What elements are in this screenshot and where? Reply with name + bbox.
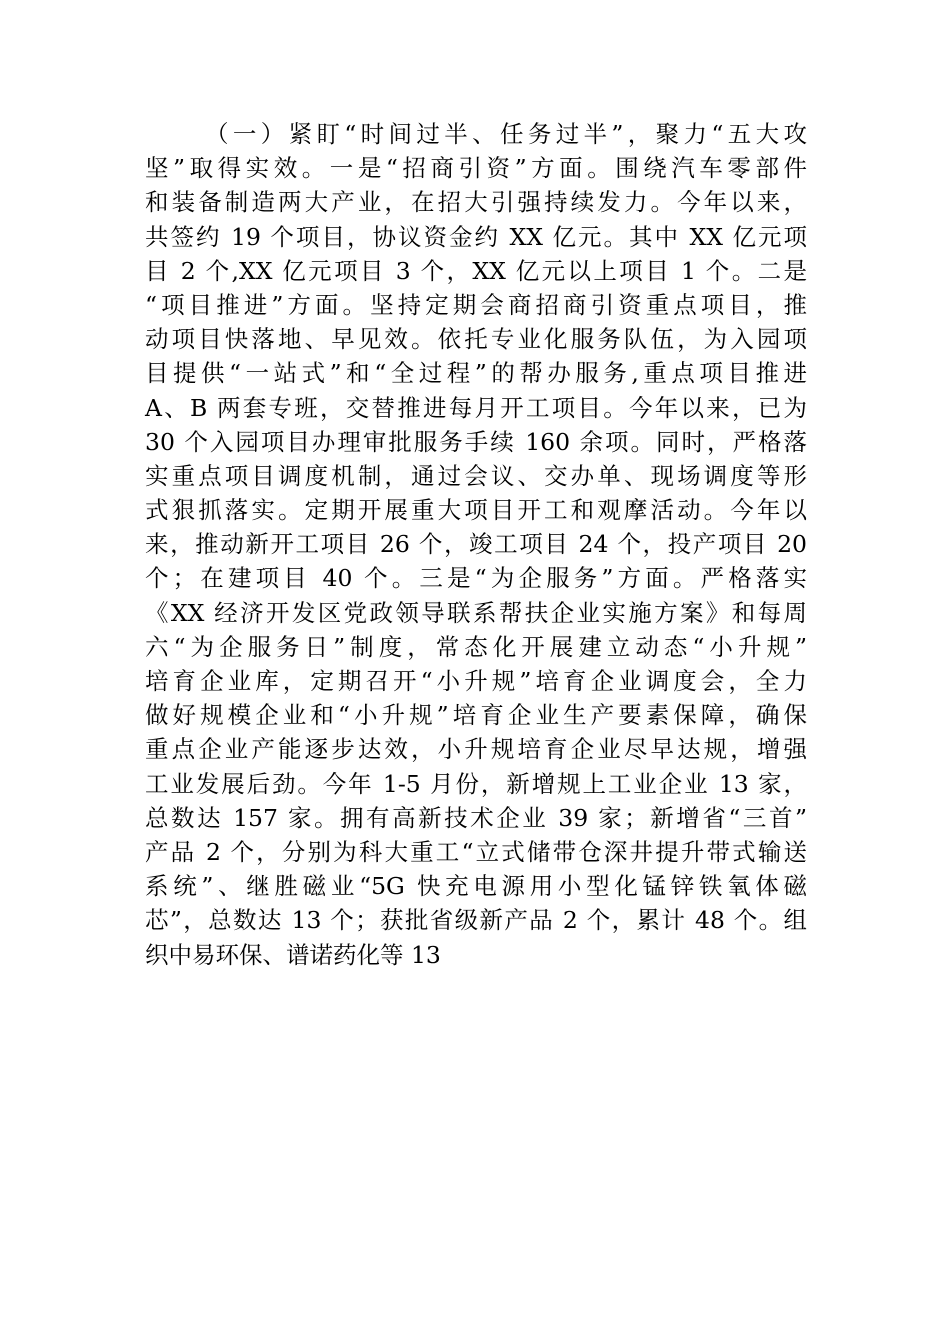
text-line: A、B 两套专班，交替推进每月开工项目。今年以来，已为 — [145, 393, 807, 422]
text-line: 工业发展后劲。今年 1-5 月份，新增规上工业企业 13 家， — [145, 769, 807, 798]
text-line: 共签约 19 个项目，协议资金约 XX 亿元。其中 XX 亿元项 — [145, 222, 807, 251]
text-line: 做好规模企业和“小升规”培育企业生产要素保障，确保 — [145, 701, 807, 730]
text-line: 芯”，总数达 13 个；获批省级新产品 2 个，累计 48 个。组 — [145, 906, 807, 935]
text-line: 系统”、继胜磁业“5G 快充电源用小型化锰锌铁氧体磁 — [145, 872, 807, 901]
text-line: 和装备制造两大产业，在招大引强持续发力。今年以来， — [145, 188, 807, 217]
text-line: 式狠抓落实。定期开展重大项目开工和观摩活动。今年以 — [145, 496, 807, 525]
text-line: （一）紧盯“时间过半、任务过半”，聚力“五大攻 — [205, 120, 807, 148]
text-line: 目 2 个,XX 亿元项目 3 个，XX 亿元以上项目 1 个。二是 — [145, 256, 807, 285]
text-line: 《XX 经济开发区党政领导联系帮扶企业实施方案》和每周 — [145, 598, 807, 627]
text-line: 产品 2 个，分别为科大重工“立式储带仓深井提升带式输送 — [145, 837, 807, 866]
text-line: 来，推动新开工项目 26 个，竣工项目 24 个，投产项目 20 — [145, 530, 807, 559]
text-line: 总数达 157 家。拥有高新技术企业 39 家；新增省“三首” — [145, 803, 807, 832]
text-line: 个；在建项目 40 个。三是“为企服务”方面。严格落实 — [145, 564, 807, 593]
text-line: 重点企业产能逐步达效，小升规培育企业尽早达规，增强 — [145, 735, 807, 764]
text-line: 培育企业库，定期召开“小升规”培育企业调度会，全力 — [145, 667, 807, 695]
text-line: 坚”取得实效。一是“招商引资”方面。围绕汽车零部件 — [145, 154, 807, 183]
text-line: 30 个入园项目办理审批服务手续 160 余项。同时，严格落 — [145, 427, 807, 456]
text-line: 六“为企服务日”制度，常态化开展建立动态“小升规” — [145, 632, 807, 661]
body-paragraph — [145, 117, 807, 972]
text-line: 实重点项目调度机制，通过会议、交办单、现场调度等形 — [145, 461, 807, 490]
text-line: 织中易环保、谱诺药化等 13 — [145, 940, 441, 969]
text-line: “项目推进”方面。坚持定期会商招商引资重点项目，推 — [145, 290, 807, 319]
text-line: 目提供“一站式”和“全过程”的帮办服务,重点项目推进 — [145, 359, 807, 388]
text-line: 动项目快落地、早见效。依托专业化服务队伍，为入园项 — [145, 325, 807, 354]
